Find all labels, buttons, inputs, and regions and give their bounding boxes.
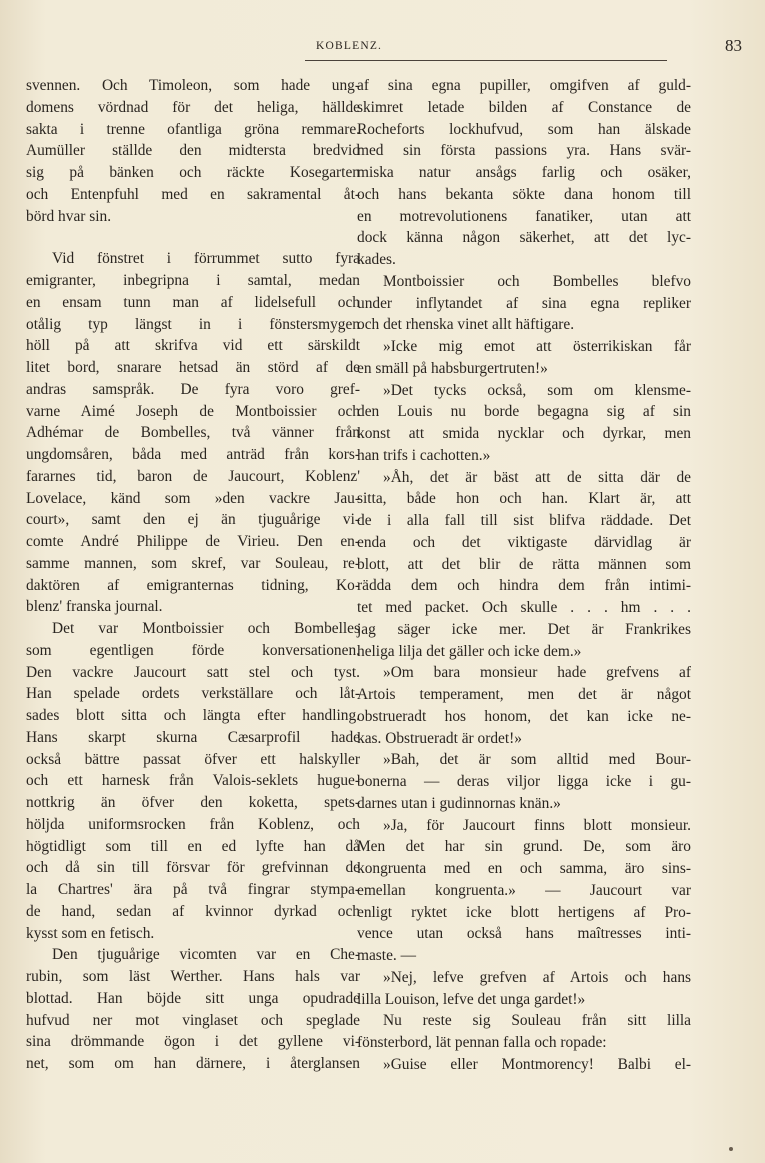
text-line: darnes utan i gudinnornas knän.» [357,794,561,812]
text-line: daktören af emigranternas tidning, Ko- [26,576,360,594]
text-line: Vid fönstret i förrummet sutto fyra [52,250,360,268]
text-line: skimret letade bilden af Constance de [357,98,691,116]
text-line: domens vördnad för det heliga, hällde [26,98,360,116]
text-line: enda och det viktigaste därvidlag är [357,533,691,551]
text-line: net, som om han därnere, i återglansen [26,1055,360,1072]
text-line: den Louis nu borde begagna sig af sin [357,403,691,421]
text-line: och hans bekanta sökte dana honom till [357,185,691,203]
text-line: rädda dem och hindra dem från intimi- [357,577,691,595]
text-line: litet bord, snarare hetsad än störd af de [26,359,360,376]
text-line: kades. [357,251,396,268]
page-header [26,36,742,62]
text-line: en ensam tunn man af lidelsefull och [26,293,360,311]
text-line: höljda uniformsrocken från Koblenz, och [26,815,360,833]
text-line: tet med packet. Och skulle . . . hm . . . [357,599,691,616]
paragraph-gap [26,227,360,248]
text-line: Men det har sin grund. De, som äro [357,838,691,856]
text-line: maste. — [357,947,416,964]
text-line: en smäll på habsburgertruten!» [357,359,548,377]
right-column [357,75,691,1076]
text-line: blenz' franska journal. [26,598,163,616]
text-line: och då sin till försvar för grefvinnan de [26,859,360,877]
text-line: enligt ryktet icke blott hertigens af Pro- [357,903,691,921]
text-line: Nu reste sig Souleau från sitt lilla [383,1012,691,1030]
text-line: sina drömmande ögon i det gyllene vi- [26,1033,360,1051]
running-title: KOBLENZ. [316,40,383,52]
text-line: börd hvar sin. [26,207,112,225]
text-line: heliga lilja det gäller och icke dem.» [357,642,582,660]
text-line: fararnes tid, baron de Jaucourt, Koblenz' [26,467,360,485]
text-line: och Entenpfuhl med en sakramental åt- [26,185,360,203]
page-number: 83 [725,36,742,55]
text-line: »Bah, det är som alltid med Bour- [383,751,691,769]
text-line: höll på att skrifva vid ett särskildt [26,337,360,355]
text-line: court», samt den ej än tjuguårige vi- [26,511,360,529]
text-line: ungdomsåren, båda med anträd från kors- [26,446,360,463]
text-line: konst att smida nycklar och dyrkar, men [357,425,691,442]
text-line: »Icke mig emot att österrikiskan får [383,338,691,355]
text-line: dock känna någon säkerhet, att det lyc- [357,229,691,247]
text-line: Montboissier och Bombelles blefvo [383,272,691,290]
text-line: samme mannen, som skref, var Souleau, re- [26,554,360,572]
text-line: Den tjuguårige vicomten var en Che- [52,946,360,964]
text-line: med sin första passions yra. Hans svär- [357,142,691,160]
text-line: Han spelade ordets verkställare och låt- [26,685,360,703]
text-line: blott, att det blir de rätta männen som [357,555,691,573]
text-line: sitta, både hon och han. Klart är, att [357,490,691,508]
text-line: varne Aimé Joseph de Montboissier och [26,402,360,420]
text-line: Aumüller ställde den midtersta bredvid [26,142,360,160]
text-line: Lovelace, känd som »den vackre Jau- [26,489,360,507]
text-line: jag säger icke mer. Det är Frankrikes [357,620,691,638]
text-line: rubin, som läst Werther. Hans hals var [26,968,360,985]
text-line: fönsterbord, lät pennan falla och ropade: [357,1034,607,1051]
text-line: andras samspråk. De fyra voro gref- [26,380,360,398]
text-line: sakta i trenne ofantliga gröna remmare. [26,120,360,138]
text-line: »Ja, för Jaucourt finns blott monsieur. [383,816,691,834]
text-line: blottad. Han böjde sitt unga opudrade [26,989,360,1007]
text-line: emigranter, inbegripna i samtal, medan [26,272,360,289]
text-line: »Om bara monsieur hade grefvens af [383,664,691,682]
left-column [26,75,360,1075]
text-line: hufvud ner mot vinglaset och speglade [26,1011,360,1029]
text-line: lilla Louison, lefve det unga gardet!» [357,990,586,1008]
text-line: »Det tycks också, som om klensme- [383,381,691,399]
text-line: Adhémar de Bombelles, två vänner från [26,424,360,442]
text-line: kas. Obstrueradt är ordet!» [357,729,522,747]
text-line: comte André Philippe de Virieu. Den en- [26,533,360,550]
text-line: och ett harnesk från Valois-seklets hugue- [26,772,360,790]
text-line: »Guise eller Montmorency! Balbi el- [383,1055,691,1073]
text-line: under inflytandet af sina egna repliker [357,294,691,312]
text-line: »Åh, det är bäst att de sitta där de [383,468,691,486]
text-line: Hans skarpt skurna Cæsarprofil hade [26,728,360,746]
text-line: miska natur ansågs farlig och osäker, [357,164,691,181]
text-line: Den vackre Jaucourt satt stel och tyst. [26,663,360,681]
text-line: svennen. Och Timoleon, som hade ung- [26,77,360,94]
text-line: Rocheforts lockhufvud, som han älskade [357,120,691,138]
text-line: som egentligen förde konversationen. [26,641,360,659]
text-line: Det var Montboissier och Bombelles [52,620,360,637]
header-rule [305,60,667,61]
text-line: Artois temperament, men det är något [357,686,691,703]
text-line: obstrueradt hos honom, det kan icke ne- [357,707,691,725]
text-line: sades blott sitta och längta efter handling. [26,707,360,724]
text-line: kongruenta med en och samma, äro sins- [357,860,691,877]
text-line: också bättre passat öfver ett halskyller [26,750,360,768]
text-line: bonerna — deras viljor ligga icke i gu- [357,773,691,790]
text-line: la Chartres' ära på två fingrar stympa- [26,881,360,898]
text-line: nottkrig än öfver den koketta, spets- [26,794,360,811]
text-line: sig på bänken och räckte Kosegarten [26,164,360,181]
paper-speck [729,1147,733,1151]
text-line: »Nej, lefve grefven af Artois och hans [383,968,691,986]
text-line: högtidligt som till en ed lyfte han då [26,837,360,855]
text-line: otålig typ längst in i fönstersmygen [26,315,360,333]
text-line: och det rhenska vinet allt häftigare. [357,316,575,334]
text-line: en motrevolutionens fanatiker, utan att [357,207,691,225]
text-line: vence utan också hans maîtresses inti- [357,925,691,943]
text-line: han trifs i cachotten.» [357,446,491,464]
text-line: de hand, sedan af kvinnor dyrkad och [26,902,360,920]
text-line: de i alla fall till sist blifva räddade. Det [357,512,691,529]
text-line: emellan kongruenta.» — Jaucourt var [357,881,691,899]
text-line: kysst som en fetisch. [26,924,155,942]
text-line: af sina egna pupiller, omgifven af guld- [357,77,691,94]
